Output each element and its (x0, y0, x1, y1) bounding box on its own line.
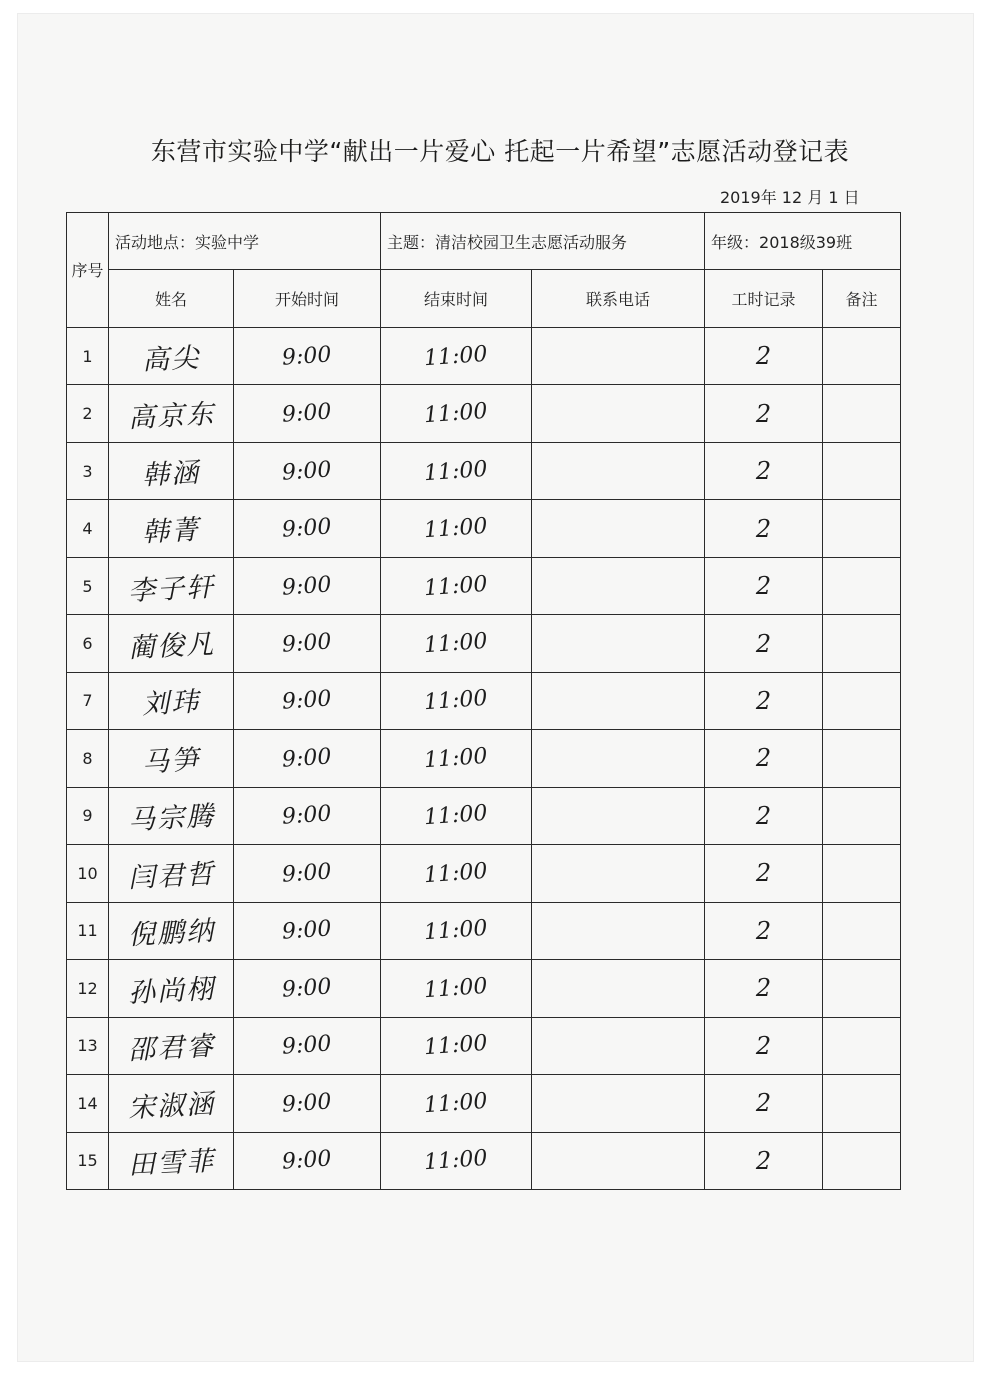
phone-cell (532, 1132, 705, 1190)
name-cell (109, 1017, 234, 1074)
start-time-cell-text: 9:00 (281, 1146, 333, 1175)
start-time-cell-text: 9:00 (281, 744, 333, 773)
name-cell (109, 902, 234, 959)
table-row (67, 960, 901, 1017)
seq-cell (67, 787, 109, 844)
start-time-cell (234, 557, 381, 614)
class-grade: 年级：2018级39班 (705, 213, 901, 270)
start-time-cell (234, 500, 381, 557)
name-cell (109, 845, 234, 902)
remark-cell (823, 615, 901, 672)
phone-cell (532, 960, 705, 1017)
remark-cell (823, 442, 901, 499)
name-cell-text: 李子轩 (126, 571, 216, 607)
table-row (67, 787, 901, 844)
phone-cell (532, 845, 705, 902)
phone-cell (532, 385, 705, 442)
name-cell (109, 615, 234, 672)
start-time-cell-text: 9:00 (281, 686, 333, 716)
seq-cell-text: 10 (77, 863, 98, 883)
form-date: 2019年 12 月 1 日 (720, 188, 860, 207)
name-cell-text: 马宗腾 (126, 801, 216, 837)
start-time-cell (234, 327, 381, 384)
start-time-cell-text: 9:00 (281, 801, 333, 831)
seq-header: 序号 (67, 213, 109, 328)
form-title: 东营市实验中学“献出一片爱心 托起一片希望”志愿活动登记表 (150, 137, 850, 166)
phone-header: 联系电话 (532, 270, 705, 327)
hours-cell-text: 2 (755, 1146, 772, 1175)
activity-theme: 主题：清洁校园卫生志愿活动服务 (381, 213, 705, 270)
phone-cell (532, 1017, 705, 1074)
name-cell (109, 672, 234, 729)
phone-cell (532, 615, 705, 672)
hours-cell (705, 1075, 823, 1132)
seq-cell-text: 14 (77, 1093, 98, 1113)
end-time-cell-text: 11:00 (423, 743, 489, 774)
table-row (67, 730, 901, 787)
seq-cell-text: 6 (82, 634, 93, 654)
seq-cell-text: 15 (77, 1151, 98, 1171)
seq-cell (67, 1017, 109, 1074)
hours-cell-text: 2 (755, 629, 772, 658)
hours-cell-text: 2 (755, 1031, 772, 1060)
seq-cell-text: 2 (82, 404, 93, 424)
hours-cell (705, 672, 823, 729)
name-cell (109, 385, 234, 442)
table-row (67, 1017, 901, 1074)
table-row (67, 442, 901, 499)
name-cell-text: 闫君哲 (126, 858, 216, 895)
hours-cell (705, 500, 823, 557)
seq-cell-text: 9 (82, 806, 93, 826)
start-time-cell (234, 385, 381, 442)
phone-cell (532, 672, 705, 729)
end-time-cell (381, 1132, 532, 1190)
seq-cell (67, 385, 109, 442)
remark-cell (823, 787, 901, 844)
name-cell-text: 高京东 (126, 398, 216, 435)
table-row (67, 1075, 901, 1132)
activity-location: 活动地点：实验中学 (109, 213, 381, 270)
seq-cell (67, 442, 109, 499)
remark-cell (823, 672, 901, 729)
seq-cell (67, 557, 109, 614)
start-time-cell (234, 1017, 381, 1074)
name-cell-text: 刘玮 (141, 686, 201, 721)
remark-cell (823, 327, 901, 384)
start-time-cell (234, 787, 381, 844)
name-header: 姓名 (109, 270, 234, 327)
hours-cell-text: 2 (755, 514, 772, 543)
end-time-cell-text: 11:00 (423, 456, 489, 486)
hours-cell (705, 730, 823, 787)
end-time-cell-text: 11:00 (423, 398, 489, 429)
seq-cell-text: 7 (82, 691, 93, 711)
seq-cell (67, 1132, 109, 1190)
seq-cell (67, 960, 109, 1017)
phone-cell (532, 787, 705, 844)
start-time-cell (234, 615, 381, 672)
end-time-header: 结束时间 (381, 270, 532, 327)
end-time-cell (381, 327, 532, 384)
hours-cell (705, 787, 823, 844)
seq-cell-text: 5 (82, 576, 93, 596)
name-cell (109, 787, 234, 844)
remark-cell (823, 960, 901, 1017)
start-time-cell (234, 442, 381, 499)
name-cell (109, 1075, 234, 1132)
seq-cell (67, 615, 109, 672)
table-row (67, 845, 901, 902)
end-time-cell-text: 11:00 (423, 341, 489, 371)
start-time-cell-text: 9:00 (281, 1031, 333, 1060)
remark-cell (823, 1075, 901, 1132)
seq-cell-text: 13 (77, 1036, 98, 1056)
phone-cell (532, 557, 705, 614)
start-time-cell (234, 1075, 381, 1132)
seq-cell-text: 1 (82, 346, 93, 366)
start-time-cell-text: 9:00 (281, 974, 333, 1003)
name-cell-text: 邵君睿 (126, 1031, 216, 1067)
end-time-cell-text: 11:00 (423, 1031, 489, 1061)
end-time-cell-text: 11:00 (423, 1146, 489, 1176)
seq-cell (67, 902, 109, 959)
hours-cell (705, 442, 823, 499)
table-row (67, 385, 901, 442)
phone-cell (532, 327, 705, 384)
end-time-cell-text: 11:00 (423, 858, 489, 889)
end-time-cell-text: 11:00 (423, 916, 489, 946)
table-row (67, 557, 901, 614)
start-time-cell (234, 730, 381, 787)
phone-cell (532, 1075, 705, 1132)
name-cell-text: 韩涵 (141, 457, 201, 492)
remark-cell (823, 557, 901, 614)
name-cell (109, 442, 234, 499)
start-time-cell-text: 9:00 (281, 514, 333, 543)
name-cell (109, 1132, 234, 1190)
hours-cell (705, 385, 823, 442)
start-time-cell (234, 902, 381, 959)
name-cell-text: 韩菁 (141, 514, 201, 549)
seq-cell (67, 1075, 109, 1132)
hours-cell-text: 2 (755, 801, 772, 830)
end-time-cell-text: 11:00 (423, 973, 489, 1004)
remark-header: 备注 (823, 270, 901, 327)
hours-cell (705, 615, 823, 672)
name-cell (109, 327, 234, 384)
remark-cell (823, 1017, 901, 1074)
start-time-cell-text: 9:00 (281, 571, 333, 601)
end-time-cell (381, 442, 532, 499)
hours-cell (705, 960, 823, 1017)
end-time-cell (381, 787, 532, 844)
hours-cell-text: 2 (755, 399, 772, 428)
phone-cell (532, 730, 705, 787)
start-time-cell-text: 9:00 (281, 629, 333, 658)
name-cell-text: 马笋 (141, 744, 201, 779)
start-time-cell-text: 9:00 (281, 341, 333, 371)
hours-cell (705, 327, 823, 384)
start-time-cell-text: 9:00 (281, 859, 333, 888)
start-time-cell (234, 672, 381, 729)
remark-cell (823, 902, 901, 959)
seq-cell (67, 672, 109, 729)
seq-cell (67, 327, 109, 384)
hours-cell-text: 2 (755, 686, 772, 715)
phone-cell (532, 442, 705, 499)
phone-cell (532, 902, 705, 959)
end-time-cell (381, 960, 532, 1017)
seq-cell (67, 845, 109, 902)
name-cell-text: 倪鹏纳 (126, 916, 216, 952)
phone-cell (532, 500, 705, 557)
seq-cell-text: 4 (82, 519, 93, 539)
hours-cell-text: 2 (755, 974, 772, 1003)
start-time-cell (234, 960, 381, 1017)
end-time-cell (381, 845, 532, 902)
hours-cell (705, 1132, 823, 1190)
name-cell-text: 高尖 (141, 342, 201, 377)
hours-cell-text: 2 (755, 342, 772, 371)
start-time-cell (234, 1132, 381, 1190)
end-time-cell-text: 11:00 (423, 1088, 489, 1118)
start-time-header: 开始时间 (234, 270, 381, 327)
start-time-cell-text: 9:00 (281, 399, 333, 428)
hours-cell-text: 2 (755, 916, 772, 945)
end-time-cell-text: 11:00 (423, 686, 489, 716)
remark-cell (823, 385, 901, 442)
name-cell-text: 孙尚栩 (126, 973, 216, 1010)
hours-cell (705, 557, 823, 614)
table-row (67, 672, 901, 729)
table-row (67, 500, 901, 557)
seq-cell-text: 12 (77, 978, 98, 998)
registration-table (66, 212, 901, 1190)
remark-cell (823, 500, 901, 557)
hours-cell (705, 902, 823, 959)
seq-cell-text: 3 (82, 461, 93, 481)
seq-cell-text: 8 (82, 748, 93, 768)
start-time-cell-text: 9:00 (281, 456, 333, 486)
start-time-cell-text: 9:00 (281, 1089, 333, 1118)
start-time-cell (234, 845, 381, 902)
end-time-cell (381, 1075, 532, 1132)
end-time-cell (381, 385, 532, 442)
name-cell (109, 500, 234, 557)
name-cell-text: 田雪菲 (126, 1145, 216, 1182)
remark-cell (823, 845, 901, 902)
seq-cell-text: 11 (77, 921, 98, 941)
end-time-cell (381, 730, 532, 787)
end-time-cell (381, 902, 532, 959)
hours-header: 工时记录 (705, 270, 823, 327)
hours-cell-text: 2 (755, 1089, 772, 1118)
end-time-cell (381, 672, 532, 729)
hours-cell-text: 2 (755, 744, 772, 773)
table-row (67, 327, 901, 384)
hours-cell (705, 845, 823, 902)
seq-cell (67, 500, 109, 557)
name-cell (109, 557, 234, 614)
end-time-cell (381, 557, 532, 614)
name-cell (109, 960, 234, 1017)
hours-cell-text: 2 (755, 859, 772, 888)
seq-cell (67, 730, 109, 787)
table-row (67, 615, 901, 672)
remark-cell (823, 730, 901, 787)
end-time-cell-text: 11:00 (423, 628, 489, 659)
end-time-cell-text: 11:00 (423, 513, 489, 544)
end-time-cell (381, 500, 532, 557)
name-cell-text: 蔺俊凡 (126, 628, 216, 665)
table-row (67, 902, 901, 959)
hours-cell-text: 2 (755, 572, 772, 601)
hours-cell (705, 1017, 823, 1074)
end-time-cell-text: 11:00 (423, 801, 489, 831)
name-cell-text: 宋淑涵 (126, 1088, 216, 1125)
name-cell (109, 730, 234, 787)
hours-cell-text: 2 (755, 457, 772, 486)
start-time-cell-text: 9:00 (281, 916, 333, 946)
end-time-cell (381, 1017, 532, 1074)
end-time-cell (381, 615, 532, 672)
remark-cell (823, 1132, 901, 1190)
table-row (67, 1132, 901, 1190)
end-time-cell-text: 11:00 (423, 571, 489, 601)
